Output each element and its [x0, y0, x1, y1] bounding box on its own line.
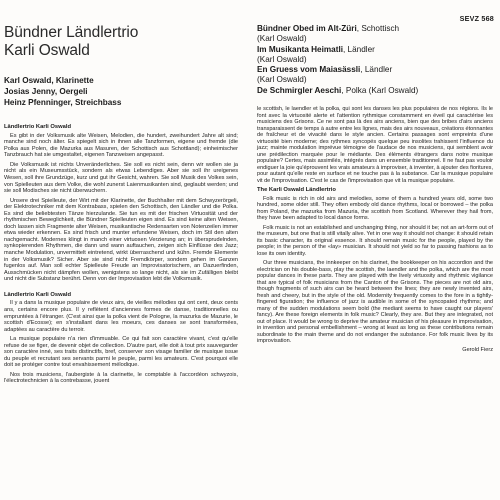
author-signature: Gerold Fierz: [462, 346, 493, 353]
liner-notes-french: [4, 292, 238, 385]
right-column: [257, 24, 493, 354]
track-item: [257, 65, 493, 86]
english-heading: The Karli Oswald Ländlertrio: [257, 187, 336, 194]
track-list: [257, 24, 493, 96]
track-item: [257, 45, 493, 66]
artist-credit: Josias Jenny, Oergeli: [4, 87, 88, 96]
track-item: [257, 24, 493, 45]
liner-notes-right: [257, 106, 493, 354]
german-paragraph: Die Volksmusik ist nichts Unveränderliches. Sie soll es nicht sein, denn wir wollen sie ja nicht als ein Museumsstück, sondern als etwas Lebendiges. Aber sie soll ihr ureigenes Wesen, soll ihre Grundzüge, kurz und gut ihr Gesicht, wahren. Sie soll Musik des Volkes sein, von Spielleuten aus dem Volke, die wohl zunerst Laienmusikanten sind, geglaubt werden; und sie soll Modisches sie nicht überwuchern.: [4, 161, 238, 195]
french-paragraph: Nos trois musiciens, l'aubergiste à la clarinette, le comptable à l'accordéon schwyzois, l'électrotechnicien à la contrebasse, jouent: [4, 371, 238, 385]
track-title: En Gruess vom Maiasässli: [257, 65, 361, 75]
album-title-line: Karli Oswald: [4, 42, 90, 59]
track-detail: , Polka (Karl Oswald): [341, 85, 419, 95]
artist-list: [4, 75, 238, 108]
artist-credit: Heinz Pfenninger, Streichbass: [4, 98, 122, 107]
german-paragraph: Unsere drei Spielleute, der Wirt mit der Klarinette, der Buchhalter mit dem Schwyzerörgeli, der Elektrotechniker mit dem Kontrabass, spielen den Schottisch, den Ländler und die Polka. Es sind die beliebtesten Tänze hierzulande. Sie tun es mit der frischen Virtuosität und der rhythmischen Beweglichkeit, die Bündner Spielleuten eigen sind. Es sind keine alten Weisen, doch lassen sich Fragmente alter Weisen, musikantische Redensarten von Notenzeilen immer etwa wieder erkennen. Es sind frisch und munter erfundene Weisen, doch im Stil den alten nachgemacht. Modernes klingt in manch einer virtuosen Verzierung an; in übersprudelnden, synkopierenden Rhythmen, die dann und wann auftauchen, zeigen sich Einflüsse des Jazz; manche Modulation, unvermittelt eintretend, wirkt überraschend und kühn. Fremde Elemente in der Volksmusik? Sicher. Aber sie sind nicht Fremdkörper, sondern gehen im Ganzen fugenlos auf. Man soll echter Spielleute Freude an Improvisatorischem, an Dazuerfinden, Ausschmücken nicht dämpfen wollen, wenigstens so lange nicht, als sie im Zufälligen bleibt und nicht die Substanz berührt. Denn von der Improvisation lebt die Volksmusik.: [4, 197, 238, 283]
track-title: Im Musikanta Heimatli: [257, 44, 343, 54]
artist-credit: Karl Oswald, Klarinette: [4, 76, 94, 85]
catalog-number: SEVZ 568: [459, 14, 494, 23]
liner-notes-german: [4, 124, 238, 283]
album-title: [4, 24, 238, 60]
track-composer: (Karl Oswald): [257, 54, 307, 64]
album-title-line: Bündner Ländlertrio: [4, 24, 139, 41]
french-paragraph: Il y a dans la musique populaire de vieux airs, de vieilles mélodies qui ont cent, deux cents ans, certains encore plus. Il y reflètent d'anciennes formes de danse, traditionnelles ou empruntées à l'étranger. (C'est ainsi que la polka vient de Pologne, la mazurka de Mazurie, le scottish d'Ecosse); en s'installant dans les moeurs, ces danses se sont transformées, adaptées au caractère du terroir.: [4, 300, 238, 333]
german-paragraph: Es gibt in der Volksmusik alte Weisen, Melodien, die hundert, zweihundert Jahre alt sind; manche sind noch älter. Es spiegelt sich in ihnen alle Tanzformen, eigene und fremde (die Polka aus Polen, die Mazurka aus Masuren, der Schottisch aus Schottland); einheimischer Tanzbrauch hat sie umgestaltet, eigenen Tanzweisen angepasst.: [4, 132, 238, 159]
track-composer: (Karl Oswald): [257, 34, 307, 44]
track-composer: (Karl Oswald): [257, 75, 307, 85]
french-paragraph-continued: le scottish, le laendler et la polka, qui sont les danses les plus populaires de nos régions. Ils le font avec la virtuosité alerte et l'attention rythmique constamment en éveil qui caractérise les musiciens des Grisons. Ce ne sont pas là des airs anciens, bien que des bribes d'airs anciens transparaissent de temps à autre entre les lignes, mais des airs nouveaux, créations étonnantes de fraîcheur et de vivacité dans le style ancien. Certains passages sont empreints d'une virtuosité bien moderne; des rythmes syncopés quelque peu insolites trahissent l'influence du jazz; mainte modulation imprévue témoigne de l'audace de nos musiciens, qui semblent avoir une prédilection marquée pour le médiante. Des éléments étrangers dans notre musique populaire? Certes, mais assimilés, intégrés dans un ensemble traditionnel. Il ne faut pas vouloir endiguer la joie qu'éprouvent les vrais amateurs à improviser, à inventer, à ajouter des fioritures, pour autant qu'elle reste en surface et ne touche pas à la substance. Car la musique populaire vit de l'improvisation. C'est le cas de l'improvisation que vit la musique populaire.: [257, 106, 493, 184]
track-detail: , Schottisch: [356, 24, 400, 33]
track-item: [257, 86, 493, 96]
left-column: [4, 24, 238, 388]
english-paragraph: Folk music is rich in old airs and melodies, some of them a hundred years old, some two hundred, some older still. They often embody old dance rhythms, local or borrowed – the polka from Poland, the mazurka from Mazuria, the scottish from Scotland. Wherever they hail from, they have been adapted to local dance forms.: [257, 195, 493, 222]
track-title: Bündner Obed im Alt-Züri: [257, 24, 357, 33]
french-paragraph: La musique populaire n'a rien d'immuable. Ce qui fait son caractère vivant, c'est qu'elle refuse de se figer, de devenir objet de collection. D'autre part, elle doit à tout prix sauvegarder son caractère inné, ses traits distinctifs, bref, conserver son visage familier de musique issue du peuple et recrutant ses servants parmi le peuple, parmi les amateurs. C'est pourquoi elle doit se protéger contre tout envahissement mélodique.: [4, 336, 238, 369]
english-paragraph: Our three musicians, the innkeeper on his clarinet, the bookkeeper on his accordion and the electrician on his double-bass, play the scottish, the laendler and the polka, which are the most popular dances in these parts. They are played with the lively virtuosity and rhythmic vigilance that are typical of folk musicians from the Canton of the Grisons. The pieces are not old airs, though fragments of such airs can be heard between the lines; they are newly invented airs, fresh and cheery, but in the style of the old. Modernity frequently comes to the fore in a tightly-fingered figuration; the influence of jazz is audible in some of the syncopated rhythms; and many of the sudden modulations seem bold (the mediant seems to have caught our players' fancy). Are these foreign elements in folk music? Clearly, they are. But they are integrated, not out of place. It would be wrong to deprive the amateur musician of his pleasure in improvisation, in invention and personal embellishment – wrong at least as long as these contributions remain subordinate to the main theme and do not endanger the substance. For folk music lives by its improvisation.: [257, 260, 493, 345]
track-detail: , Ländler: [360, 65, 393, 75]
german-heading: Ländlertrio Karli Oswald: [4, 124, 72, 130]
track-detail: , Ländler: [343, 44, 375, 54]
english-paragraph: Folk music is not an established and unchanging thing, nor should it be; not an art-form out of the museum, but one that is still vitally alive. Yet in one way it should not change: it should retain its basic character, its original essence. It should remain music for the people, played by the people; in the person of the «lay» musician. It should not yield so far to passing fashions as to lose its own identity.: [257, 224, 493, 257]
french-heading: Ländlertrio Karli Oswald: [4, 291, 72, 298]
track-title: De Schmirgler Aeschi: [257, 85, 342, 95]
